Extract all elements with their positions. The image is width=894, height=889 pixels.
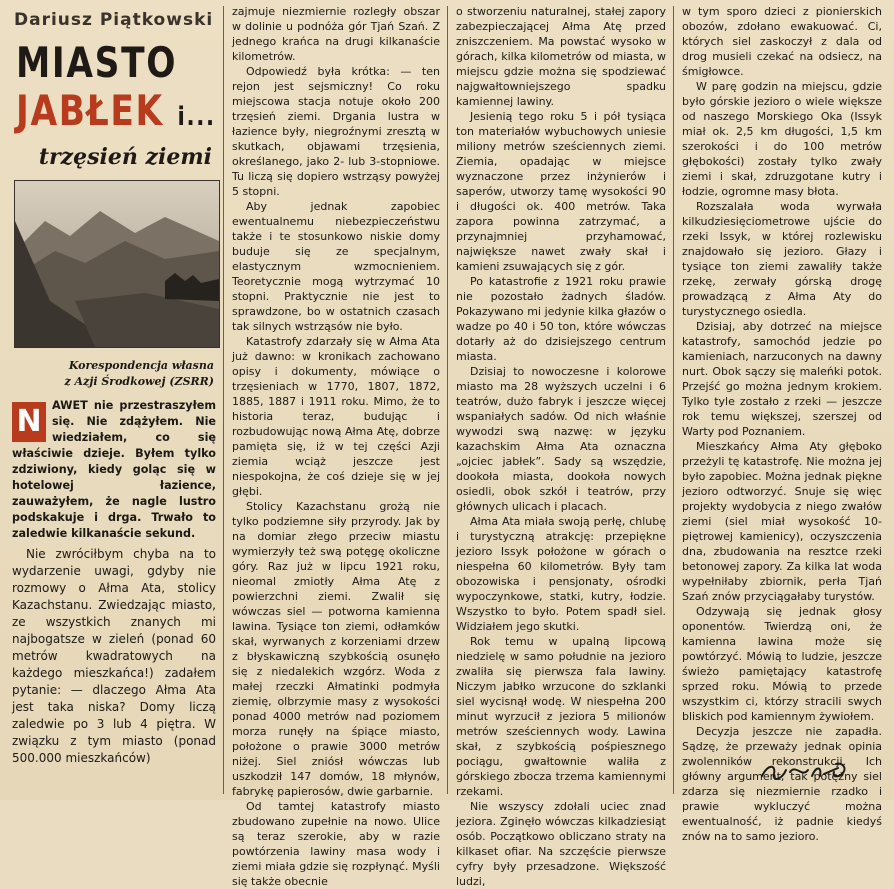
paragraph: w tym sporo dzieci z pionierskich obozów, zdołano ewakuować. Ci, których siel zaskoczył z dala od drog musieli czekać na odsiecz, na śmigłowce. — [682, 5, 882, 78]
paragraph: Od tamtej katastrofy miasto zbudowano zupełnie na nowo. Ulice są teraz szerokie, aby w razie powtórzenia lawiny masa wody i ziemi miała gdzie się rozpłynąć. Myśli się także obecnie — [232, 800, 440, 888]
caption-line-1: Korespondencja własna — [68, 359, 214, 372]
column-4 — [676, 4, 888, 843]
paragraph: Mieszkańcy Ałma Aty głęboko przeżyli tę katastrofę. Nie można jej było zapobiec. Można jednak piękne jezioro odtworzyć. Snuje się więc projekty wydobycia z niego zwałów ziemi (siel miał wysokość 10-piętrowej kamienicy), oczyszczenia dna, zbudowania na resztce rzeki betonowej zapory. Za kilka lat woda wypełniłaby zbiornik, perła Tjań Szań znów przyciągałaby turystów. — [682, 440, 882, 603]
paragraph: Jesienią tego roku 5 i pół tysiąca ton materiałów wybuchowych uniesie miliony metrów sześciennych ziemi. Ziemia, opadając w miejsce wyznaczone przez inżynierów i saperów, utworzy tamę wysokości 90 i długości ok. 400 metrów. Taka zapora powinna zatrzymać, a przynajmniej przyhamować, największe nawet zwały skał i kamieni zsuwających się z gór. — [456, 110, 666, 273]
paragraph: W parę godzin na miejscu, gdzie było górskie jezioro o wiele większe od naszego Morskiego Oka (Issyk miał ok. 2,5 km długości, 1,5 km szerokości i do 100 metrów głębokości) zostały tylko zwały ziemi i skał, zdruzgotane kutry i łodzie, ogromne masy błota. — [682, 80, 882, 198]
lead-text: AWET nie przestraszyłem się. Nie zdążyłem. Nie wiedziałem, co się właściwie dzieje. Byłem tylko zdziwiony, kiedy goląc się w hotelowej łazience, zauważyłem, że nagle lustro podskakuje i drga. Trwało to zaledwie kilkanaście sekund. — [12, 399, 216, 540]
caption-line-2: z Azji Środkowej (ZSRR) — [64, 375, 214, 388]
paragraph: o stworzeniu naturalnej, stałej zapory zabezpieczającej Ałma Atę przed zniszczeniem. Ma powstać wysoko w górach, kilka kilometrów od miasta, w miejscu gdzie można się spodziewać najgwałtowniejszego spadku kamiennej lawiny. — [456, 5, 666, 108]
artist-signature-icon — [758, 758, 854, 784]
paragraph: Odpowiedź była krótka: — ten rejon jest sejsmiczny! Co roku miejscowa stacja notuje około 200 trzęsień ziemi. Drgania lustra w łazience były, niegroźnymi zresztą w skutkach, objawami trzęsienia, określanego, jako 2- lub 3-stopniowe. Tu liczą się dopiero wstrząsy powyżej 5 stopni. — [232, 65, 440, 198]
drop-cap: N — [12, 402, 46, 442]
paragraph: Katastrofy zdarzały się w Ałma Ata już dawno: w kronikach zachowano opisy i dokumenty, mówiące o trzęsieniach w 1770, 1807, 1872, 1885, 1887 i 1911 roku. Mimo, że to historia teraz, budując i rozbudowując nową Ałma Atę, dobrze pamięta się, iż w tej części Azji ziemia wciąż jeszcze jest niespokojna, że coś dzieje się w jej głębi. — [232, 335, 440, 498]
headline-line-1: MIASTO — [16, 38, 178, 87]
column-rule — [673, 6, 674, 794]
paragraph: Decyzja jeszcze nie zapadła. Sądzę, że przeważy jednak opinia zwolenników rekonstrukcji. Ich główny argument, tak potężny siel zdarza się niezmiernie rzadko i prawie wykluczyć można ewentualność, iż padnie kiedyś znów na to samo jezioro. — [682, 725, 882, 843]
paragraph: Ałma Ata miała swoją perłę, chlubę i turystyczną atrakcję: przepiękne jezioro Issyk położone w górach o niespełna 60 kilometrów. Były tam obozowiska i pensjonaty, ośrodki wypoczynkowe, statki, kutry, łodzie. Wszystko to było. Potem spadł siel. Widziałem jego skutki. — [456, 515, 666, 633]
column-2 — [226, 4, 446, 888]
paragraph: Nie zwróciłbym chyba na to wydarzenie uwagi, gdyby nie rozmowy o Ałma Ata, stolicy Kazachstanu. Zwiedzając miasto, ze wszystkich znanych mi najbogatsze w zieleń (ponad 60 metrów kwadratowych na każdego mieszkańca!) zadałem pytanie: — dlaczego Ałma Ata jest taka niska? Domy liczą zaledwie po 3 lub 4 piętra. W związku z tym miasto (ponad 500.000 mieszkańców) — [12, 547, 216, 765]
paragraph: zajmuje niezmiernie rozległy obszar w dolinie u podnóża gór Tjań Szań. Z jednego krańca na drugi kilkanaście kilometrów. — [232, 5, 440, 63]
paragraph: Nie wszyscy zdołali uciec znad jeziora. Zginęło wówczas kilkadziesiąt osób. Początkowo obliczano straty na kilkaset ofiar. Na szczęście pierwsze cyfry były przesadzone. Większość ludzi, — [456, 800, 666, 888]
paragraph: Stolicy Kazachstanu grożą nie tylko podziemne siły przyrody. Jak by na domiar złego przeciw miastu wymierzyły też swą potęgę okoliczne góry. Raz już w lipcu 1921 roku, nieomal zmiotły Ałma Atę z powierzchni ziemi. Zwalił się wówczas siel — potworna kamienna lawina. Tysiące ton ziemi, odłamków skał, wyrwanych z korzeniami drzew z błyskawiczną szybkością osunęło się z niedalekich wzgórz. Woda z małej rzeczki Ałmatinki podmyła ziemię, olbrzymie masy z wysokości ponad 4000 metrów nad poziomem morza runęły na śpiące miasto, położone o prawie 3000 metrów niżej. Siel zniósł wówczas lub uszkodził 147 domów, 18 młynów, fabrykę papierosów, dwie garbarnie. — [232, 500, 440, 798]
headline-ellipsis: i... — [177, 102, 216, 132]
headline-jablek: JABŁEK — [16, 86, 164, 135]
body-text-col1 — [12, 546, 216, 767]
paragraph: Rozszalała woda wyrwała kilkudziesięciometrowe ujście do rzeki Issyk, w której rozlewisku znajdowało się jezioro. Głazy i tysiące ton ziemi zawaliły także rzekę, zerwały górską drogę prowadzącą z Ałma Aty do turystycznego osiedla. — [682, 200, 882, 318]
column-rule — [447, 6, 448, 794]
paragraph: Dzisiaj, aby dotrzeć na miejsce katastrofy, samochód jedzie po kamieniach, narzuconych na dawny nurt. Obok sączy się maleńki potok. Przejść go można jednym krokiem. Tylko tyle zostało z rzeki — jeszcze rok temu większej, szerszej od Warty pod Poznaniem. — [682, 320, 882, 438]
paragraph: Po katastrofie z 1921 roku prawie nie pozostało żadnych śladów. Pokazywano mi jedynie kilka głazów o wadze po 40 i 50 ton, które wówczas dotarły aż do dzisiejszego centrum miasta. — [456, 275, 666, 363]
body-text-col3 — [456, 4, 666, 889]
headline-line-3: trzęsień ziemi — [38, 144, 212, 170]
author-name: Dariusz Piątkowski — [14, 10, 214, 30]
paragraph: Dzisiaj to nowoczesne i kolorowe miasto ma 28 wyższych uczelni i 6 teatrów, dużo fabryk i jeszcze więcej wspaniałych sadów. Od nich właśnie wywodzi swą nazwę: w języku kazachskim Ałma Ata oznaczna „ojciec jabłek”. Sady są wszędzie, dookoła miasta, dookoła nowych osiedli, obok szkół i teatrów, przy głównych ulicach i placach. — [456, 365, 666, 513]
headline-line-2 — [16, 86, 216, 140]
body-text-col4 — [682, 4, 882, 844]
column-3 — [450, 4, 672, 888]
mountain-landscape-photo — [14, 180, 220, 348]
paragraph: Rok temu w upalną lipcową niedzielę w samo południe na jezioro zwaliła się pierwsza fala lawiny. Niczym jabłko wrzucone do szklanki siel wycisnął wodę. W niespełna 200 minut wyrzucił z jeziora 5 milionów metrów sześciennych wody. Lawina skał, z szybkością pośpiesznego pociągu, gwałtownie waliła z górskiego zbocza trzema kamiennymi rzekami. — [456, 635, 666, 798]
body-text-col2 — [232, 4, 440, 889]
paragraph: Odzywają się jednak głosy oponentów. Twierdzą oni, że kamienna lawina może się powtórzyć. Mówią to ludzie, jeszcze świeżo pamiętający katastrofę sprzed roku. Mówią to przede wszystkim ci, którzy stracili swych bliskich pod kamiennym żywiołem. — [682, 605, 882, 723]
column-1 — [6, 4, 222, 796]
paragraph: Aby jednak zapobiec ewentualnemu niebezpieczeństwu także i te stosunkowo niskie domy buduje się ze specjalnym, elastycznym wzmocnieniem. Teoretycznie mogą wytrzymać 10 stopni. Praktycznie nie jest to sprawdzone, bo w ostatnich czasach tak silnych wstrząsów nie było. — [232, 200, 440, 333]
column-rule — [223, 6, 224, 794]
caption — [10, 358, 214, 390]
lead-paragraph — [12, 398, 216, 542]
